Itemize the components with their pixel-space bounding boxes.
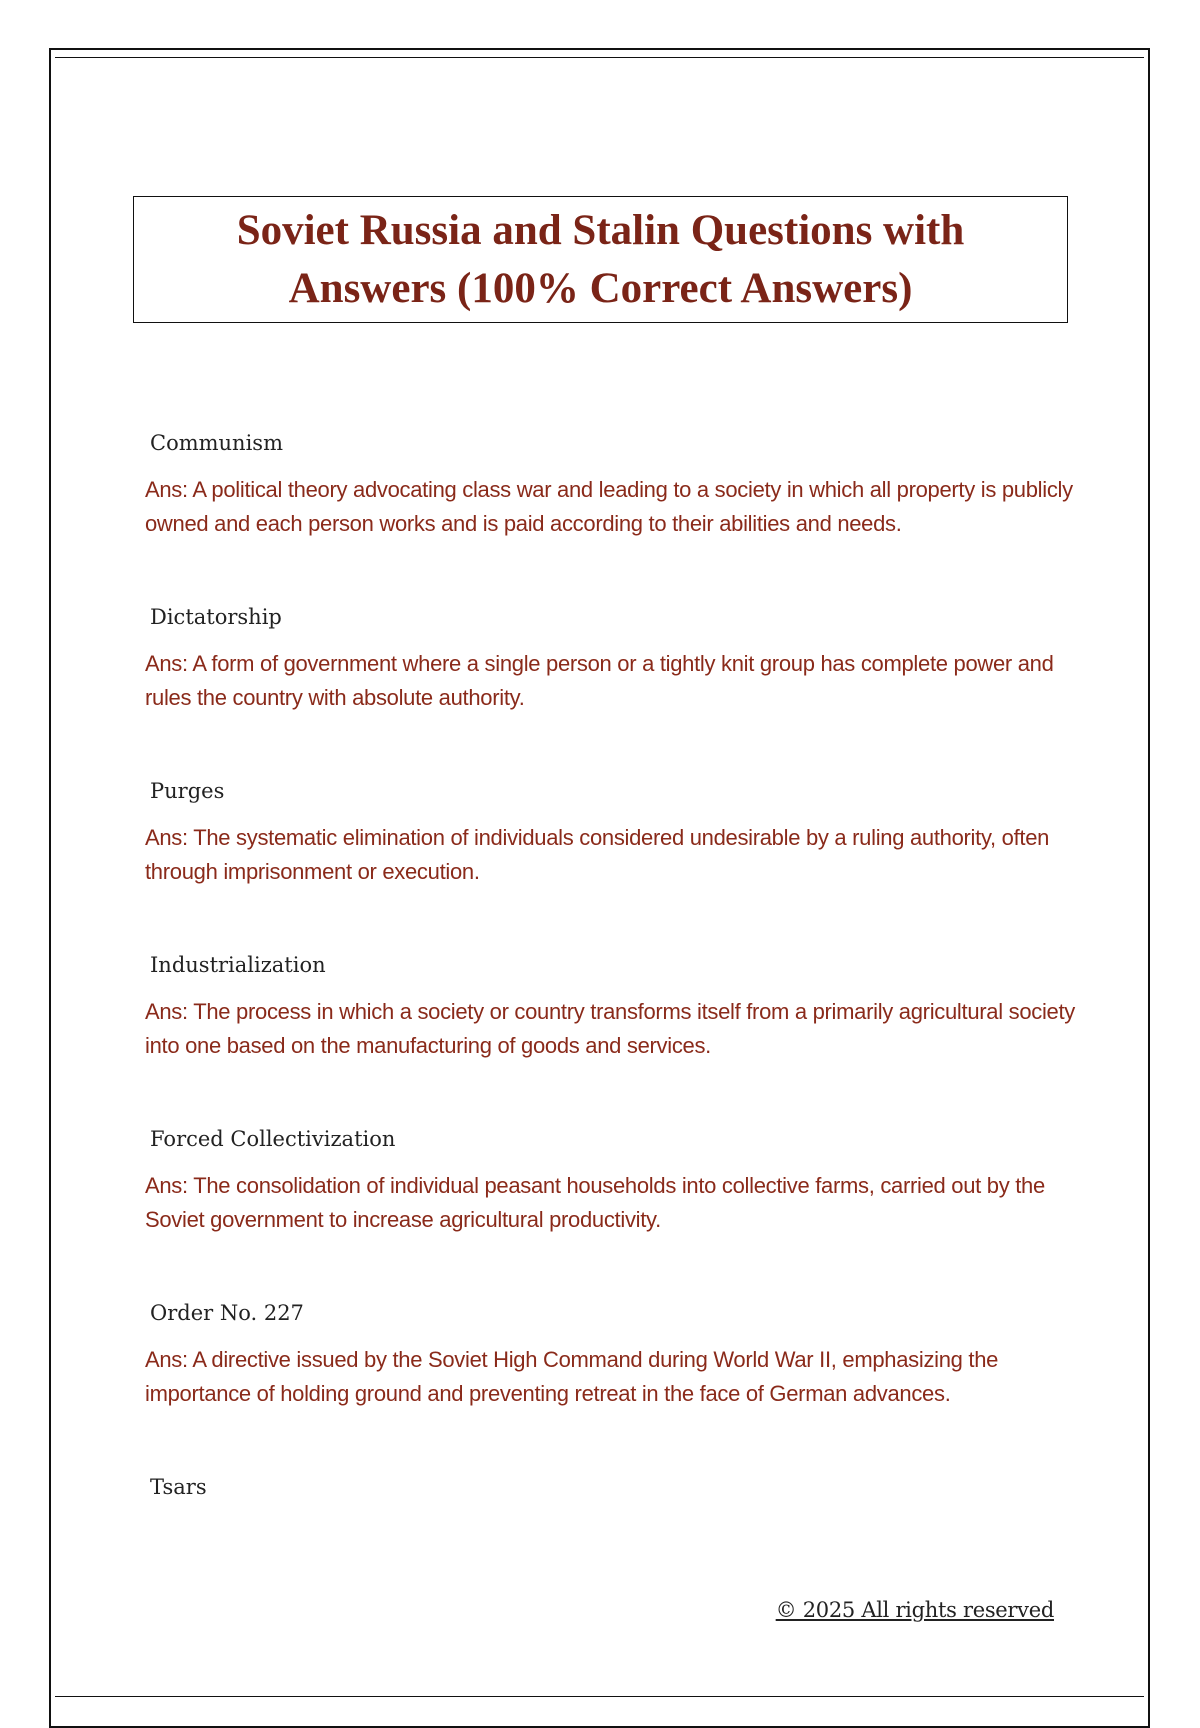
answer-text: Ans: The process in which a society or country transforms itself from a primarily agricultural society into one based on the manufacturing of goods and services. [145, 999, 1075, 1058]
qa-item [145, 945, 1075, 1119]
answer-text: Ans: A directive issued by the Soviet High Command during World War II, emphasizing the importance of holding ground and preventing retreat in the face of German advances. [145, 1347, 999, 1406]
page-rule-top [55, 57, 1144, 58]
document-title: Soviet Russia and Stalin Questions with Answers (100% Correct Answers) [236, 206, 965, 312]
title-box [133, 196, 1068, 323]
question-term: Dictatorship [150, 605, 282, 629]
answer-text: Ans: A political theory advocating class war and leading to a society in which all property is publicly owned and each person works and is paid according to their abilities and needs. [145, 477, 1073, 536]
copyright-notice: © 2025 All rights reserved [775, 1598, 1054, 1622]
question-term: Tsars [150, 1475, 207, 1499]
answer-text: Ans: The consolidation of individual peasant households into collective farms, carried out by the Soviet government to increase agricultural productivity. [145, 1173, 1045, 1232]
question-term: Order No. 227 [150, 1301, 304, 1325]
answer-text: Ans: A form of government where a single person or a tightly knit group has complete power and rules the country with absolute authority. [145, 651, 1054, 710]
qa-list [145, 423, 1075, 1641]
question-term: Forced Collectivization [150, 1127, 396, 1151]
page-rule-bottom [55, 1696, 1144, 1697]
qa-item [145, 423, 1075, 597]
question-term: Industrialization [150, 953, 326, 977]
qa-item [145, 1119, 1075, 1293]
answer-text: Ans: The systematic elimination of individuals considered undesirable by a ruling authority, often through imprisonment or execution. [145, 825, 1050, 884]
qa-item [145, 771, 1075, 945]
qa-item [145, 597, 1075, 771]
question-term: Purges [150, 779, 225, 803]
qa-item [145, 1293, 1075, 1467]
question-term: Communism [150, 431, 283, 455]
